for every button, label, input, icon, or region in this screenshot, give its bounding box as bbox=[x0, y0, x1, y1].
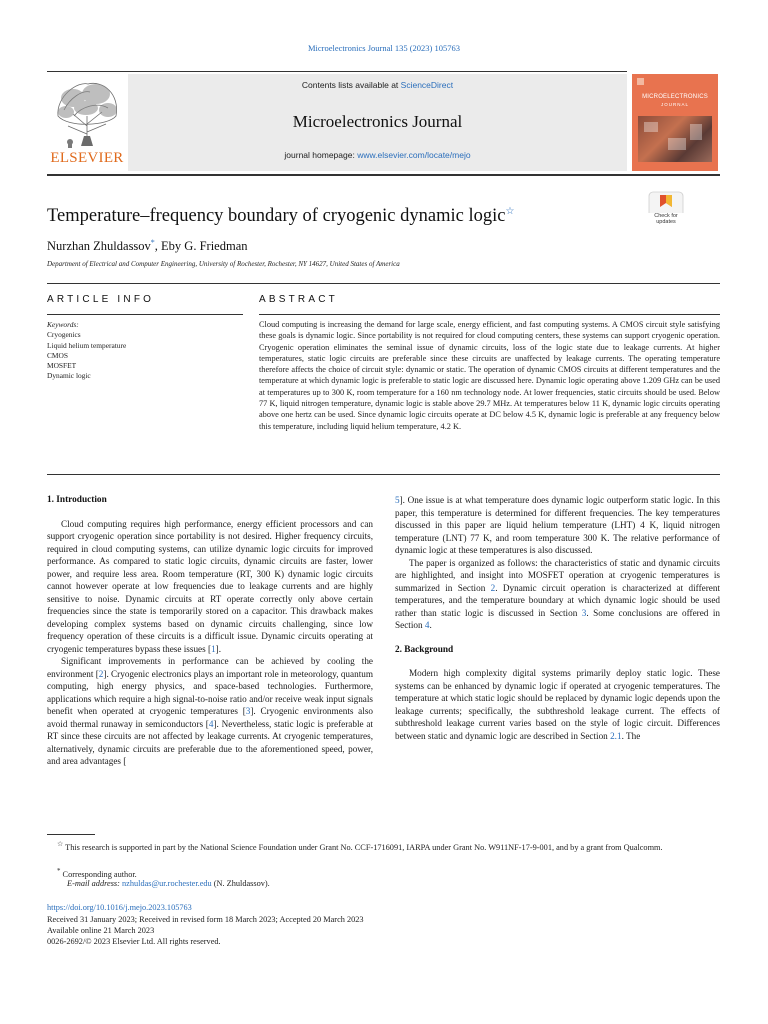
paragraph: The paper is organized as follows: the characteristics of static and dynamic circuits are highlighted, and insight into MOSFET operation at cryogenic temperatures is summarized in Section 2. Dynamic circuit operation is characterized at different temperatures, and the temperature boundary at which dynamic logic should be used rather than static logic is discussed in Section 3. Some conclusions are offered in Section 4. bbox=[395, 557, 721, 630]
section-heading: 2. Background bbox=[395, 644, 454, 655]
citation-link[interactable]: 2 bbox=[98, 668, 104, 679]
section-link[interactable]: 2.1 bbox=[610, 730, 622, 741]
affiliation: Department of Electrical and Computer Engineering, University of Rochester, Rochester, NY 14627, United States of America bbox=[47, 260, 400, 268]
crossmark-icon bbox=[645, 191, 687, 213]
paragraph: Modern high complexity digital systems primarily deploy static logic. These systems can be enhanced by dynamic logic if operated at cryogenic temperatures. The temperature at which static logic should be replaced by dynamic logic depends upon the leakage currents; specifically, the subthreshold leakage current. The effects of subthreshold leakage current varies based on the style of logic circuit. Differences between static and dynamic logic are described in Section 2.1. The bbox=[395, 668, 720, 741]
received-dates: Received 31 January 2023; Received in revised form 18 March 2023; Accepted 20 March 2023 bbox=[47, 915, 364, 924]
cover-subtitle: JOURNAL bbox=[660, 102, 689, 107]
copyright: 0026-2692/© 2023 Elsevier Ltd. All rights reserved. bbox=[47, 937, 221, 946]
journal-name: Microelectronics Journal bbox=[292, 112, 463, 131]
abstract-heading: ABSTRACT bbox=[259, 294, 338, 305]
keyword: MOSFET bbox=[47, 361, 77, 371]
citation-link[interactable]: 3 bbox=[245, 706, 251, 716]
footnote-mark: ☆ bbox=[57, 841, 64, 848]
footnote-email: E-mail address: nzhuldas@ur.rochester.edu (N. Zhuldassov). bbox=[67, 879, 270, 888]
footnote-rule bbox=[47, 834, 95, 835]
author-name[interactable]: Eby G. Friedman bbox=[161, 239, 248, 254]
paragraph: 5]. One issue is at what temperature does dynamic logic outperform static logic. In this paper, this temperature is determined for different frequencies. The key temperatures discussed in this paper are liquid helium temperature (LHT) 4 K, liquid nitrogen temperature (LNT) 77 K, and room temperature 300 K. The relative performance of dynamic logic at these temperatures is also discussed. bbox=[395, 495, 720, 555]
keyword: Cryogenics bbox=[47, 330, 81, 340]
masthead-top-rule bbox=[47, 71, 627, 72]
paragraph: Cloud computing requires high performance, energy efficient processors and can support cryogenic operation since portability is not desired. Higher frequency circuits, required in cloud computing systems, can utilize dynamic logic circuits for improved performance. As compared to static logic circuits, dynamic circuits are faster, lower power, and require less area. Room temperature (RT, 300 K) dynamic logic circuits cannot however operate at low frequencies due to leakage currents and are highly sensitive to noise. Dynamic circuits at RT operate correctly only above certain frequencies since the state is temporarily stored on a capacitor. This drawback makes developing complex systems based on dynamic circuits challenging, since low frequency operation of these circuits is a difficult issue. Dynamic circuits operating at cryogenic temperatures bypass these issues [1]. bbox=[47, 518, 373, 654]
title-footnote-mark[interactable]: ☆ bbox=[505, 206, 515, 217]
journal-homepage: journal homepage: www.elsevier.com/locate/mejo bbox=[284, 150, 471, 160]
cover-title: MICROELECTRONICS bbox=[642, 94, 708, 100]
footnote-funding: ☆ This research is supported in part by the National Science Foundation under Grant No. CCF-1716091, IARPA under Grant No. W911NF-17-9-001, and by a grant from Qualcomm. bbox=[57, 841, 663, 852]
journal-cover-image bbox=[632, 74, 718, 171]
left-column bbox=[47, 494, 373, 768]
cover-logo-icon bbox=[637, 78, 644, 85]
cover-artwork bbox=[638, 116, 712, 162]
paragraph: Significant improvements in performance can be achieved by cooling the environment [2]. Cryogenic electronics plays an important role in meteorology, quantum computing, high energy physics, and space-based technologies. Furthermore, applications which require a high signal-to-noise ratio and/or receive weak input signals benefit when operated at cryogenic temperatures [3]. Cryogenic environments also avoid thermal runaway in semiconductors [4]. Nevertheless, static logic is preferable at RT since these circuits are not affected by leakage currents. At cryogenic temperatures, alternatively, dynamic circuits are preferable due to the aforementioned speed, power, and area advantages [ bbox=[47, 656, 373, 766]
crossmark-label: Check for updates bbox=[654, 213, 678, 225]
keyword: Liquid helium temperature bbox=[47, 340, 127, 350]
contents-available: Contents lists available at ScienceDirect bbox=[301, 80, 454, 90]
keyword: Dynamic logic bbox=[47, 371, 91, 381]
sciencedirect-link[interactable]: ScienceDirect bbox=[400, 80, 454, 90]
section-rule bbox=[47, 474, 720, 475]
author-list: Nurzhan Zhuldassov*, Eby G. Friedman bbox=[47, 238, 248, 254]
crossmark-button[interactable] bbox=[645, 191, 687, 231]
article-info-heading: ARTICLE INFO bbox=[47, 294, 155, 305]
footnote-mark: * bbox=[57, 868, 61, 875]
section-link[interactable]: 3 bbox=[581, 607, 587, 618]
email-link[interactable]: nzhuldas@ur.rochester.edu bbox=[122, 879, 212, 888]
section-rule bbox=[47, 283, 720, 284]
abstract-text: Cloud computing is increasing the demand for large scale, energy efficient, and fast computing systems. A CMOS circuit style satisfying these goals is dynamic logic. Since portability is not required for cloud computing centers, these systems can support cryogenic operation. Cryogenic operation eliminates the seminal issue of dynamic circuits, loss of the logic state due to leakage currents. At higher temperatures, static logic circuits are preferable since these circuits are unaffected by leakage currents. The operating temperature therefore affects the choice of circuit style: dynamic or static. The operation of dynamic CMOS circuits at different temperatures and the temperature at which dynamic logic is preferable to static logic are discussed here. Dynamic logic operating above 1.209 GHz can be used at temperatures up to 300 K, room temperature for a 160 nm technology node. At lower frequencies, static circuits should be used. Below 77 K, liquid nitrogen temperature, dynamic logic is stable above 29.7 MHz. At temperatures below 11 K, dynamic logic circuits operating above one hertz can be used. Since dynamic logic circuits operate at DC below 4.5 K, dynamic logic is preferable at any frequency below this temperature, including liquid helium temperature, 4.2 K. bbox=[259, 320, 720, 431]
masthead-bottom-rule bbox=[47, 174, 720, 176]
footnote-corresponding: * Corresponding author. bbox=[57, 868, 137, 879]
doi-link[interactable]: https://doi.org/10.1016/j.mejo.2023.105763 bbox=[47, 903, 192, 912]
homepage-link[interactable]: www.elsevier.com/locate/mejo bbox=[357, 150, 471, 160]
section-link[interactable]: 4 bbox=[424, 620, 430, 630]
article-title: Temperature–frequency boundary of cryogenic dynamic logic☆ bbox=[47, 206, 515, 227]
citation-link[interactable]: 1 bbox=[211, 643, 216, 654]
author-name[interactable]: Nurzhan Zhuldassov bbox=[47, 239, 151, 254]
keywords-list bbox=[47, 320, 243, 382]
publisher-wordmark: ELSEVIER bbox=[50, 150, 124, 166]
section-heading: 1. Introduction bbox=[47, 495, 107, 505]
info-rule bbox=[47, 314, 243, 315]
right-column bbox=[395, 494, 720, 742]
corresponding-author-mark[interactable]: * bbox=[150, 238, 155, 247]
citation-link[interactable]: 4 bbox=[208, 718, 214, 729]
section-link[interactable]: 2 bbox=[490, 582, 496, 593]
journal-citation[interactable]: Microelectronics Journal 135 (2023) 105763 bbox=[307, 43, 461, 53]
abstract-rule bbox=[259, 314, 720, 315]
available-online: Available online 21 March 2023 bbox=[47, 926, 155, 935]
keyword: CMOS bbox=[47, 350, 68, 360]
citation-link[interactable]: 5 bbox=[395, 495, 400, 505]
keywords-label: Keywords: bbox=[47, 320, 79, 329]
